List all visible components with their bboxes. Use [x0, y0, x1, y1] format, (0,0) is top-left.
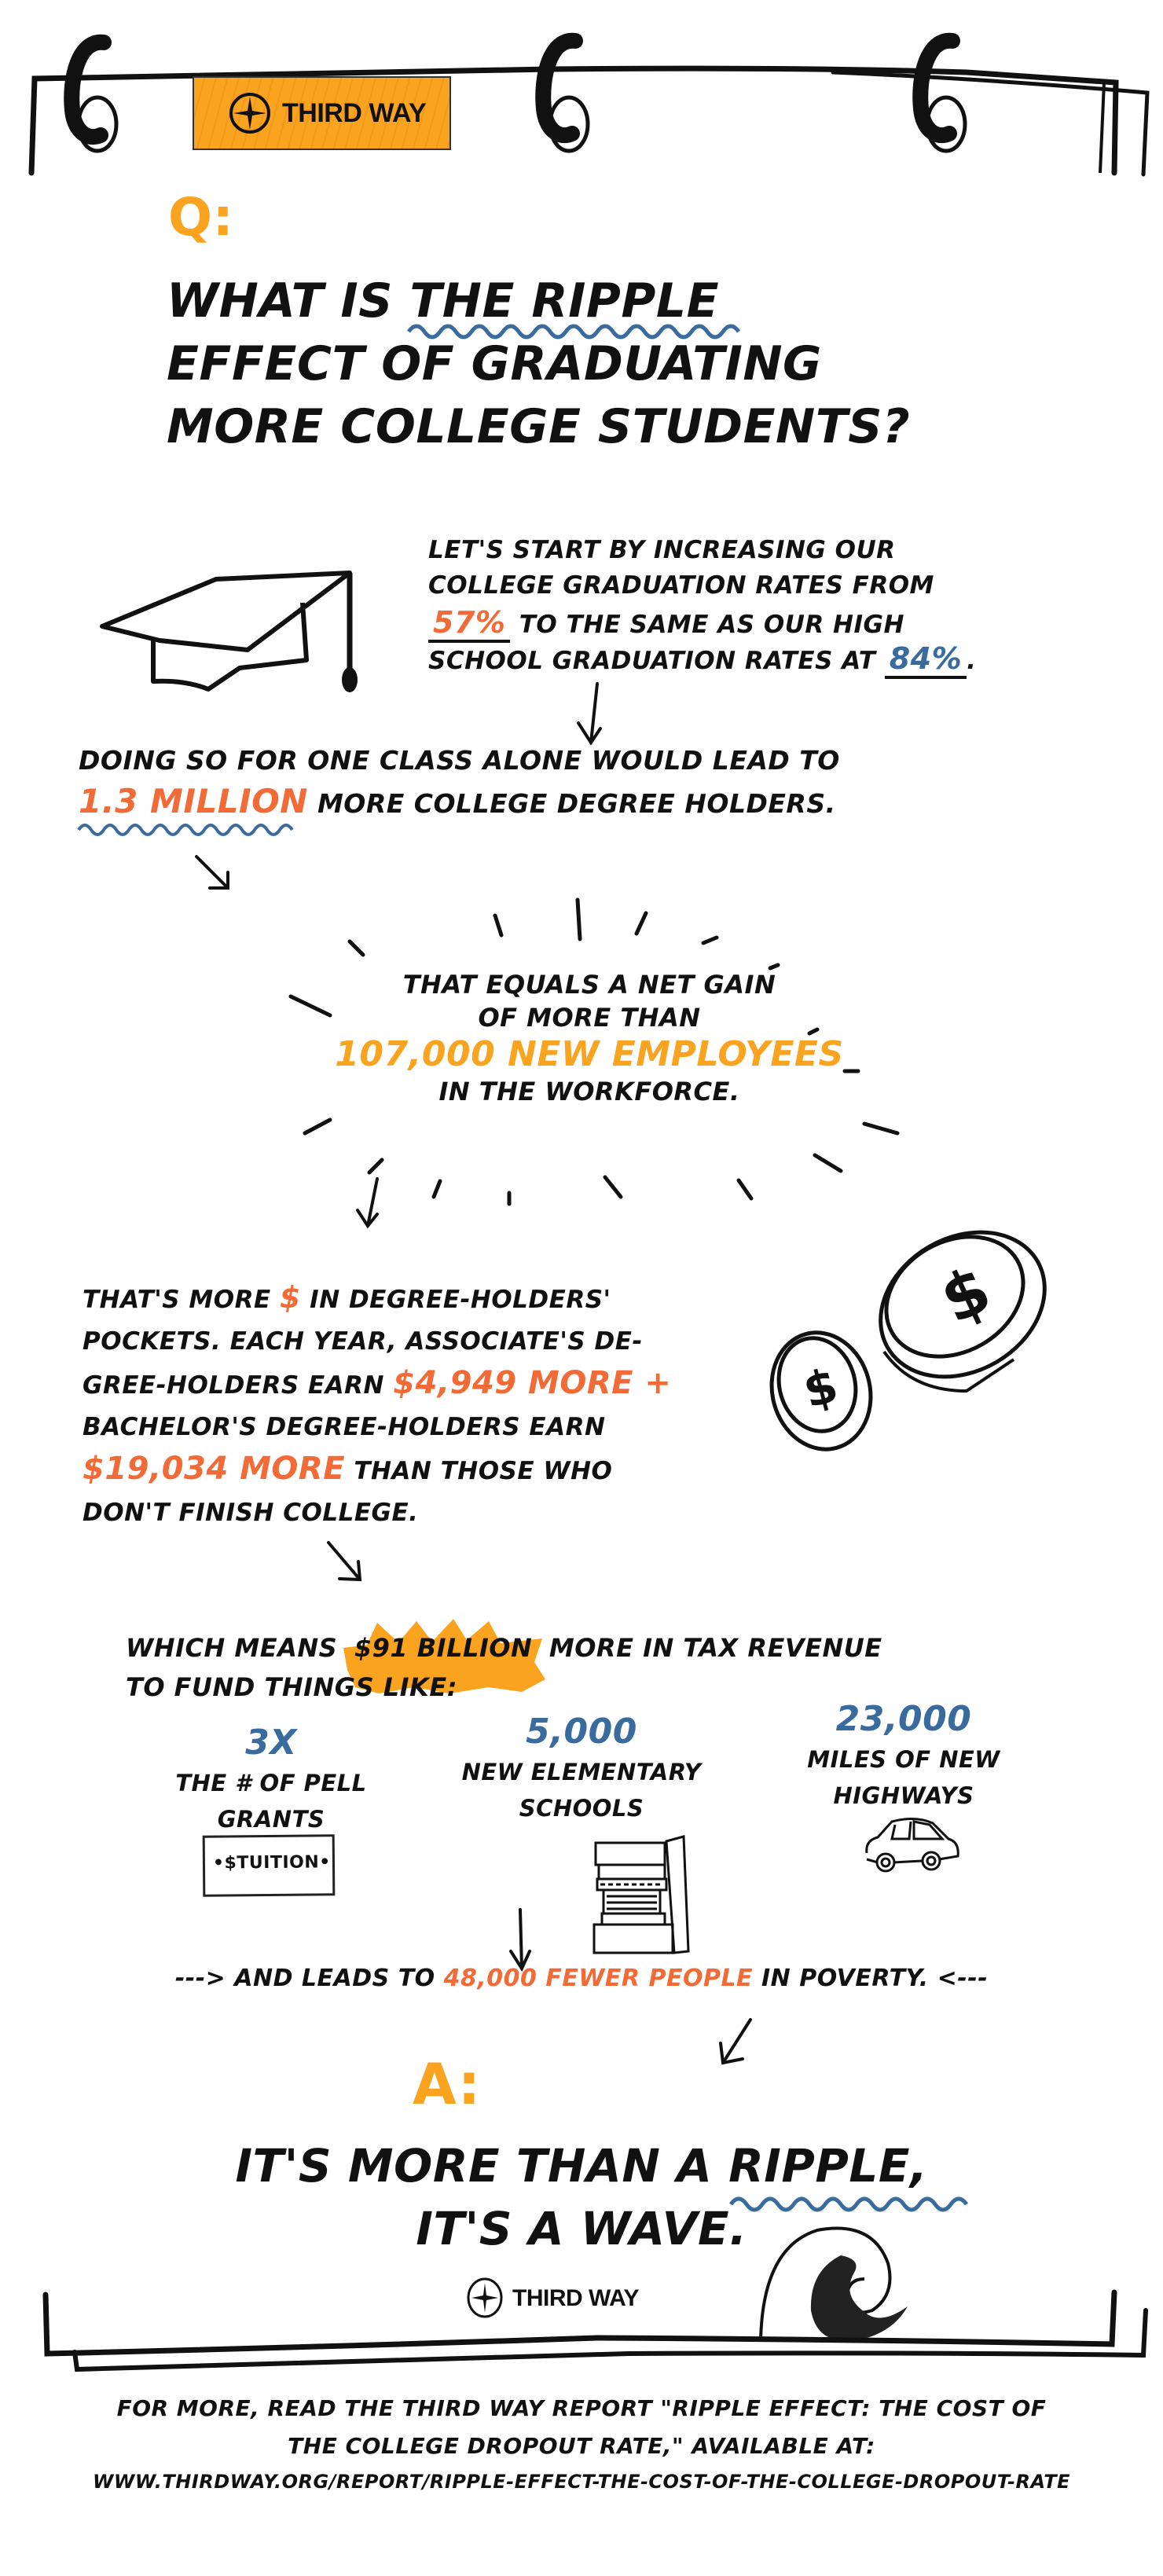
step3-block — [291, 968, 888, 1108]
tax-revenue-value: $91 BILLION — [354, 1633, 533, 1663]
fund-item-elementary-schools — [440, 1705, 723, 1826]
fund-item-value: 23,000 — [835, 1699, 972, 1739]
step2-line-1: DOING SO FOR ONE CLASS ALONE WOULD LEAD TO — [79, 745, 840, 776]
page-title-line-1: WHAT IS THE RIPPLE — [167, 273, 720, 328]
step1-line-4: SCHOOL GRADUATION RATES AT 84% . — [428, 641, 976, 676]
step4-line-6: DON'T FINISH COLLEGE. — [83, 1499, 419, 1527]
step4-block — [83, 1277, 671, 1534]
answer-label: A: — [413, 2051, 481, 2117]
binder-frame-bottom — [0, 2291, 1163, 2377]
step5-line-1: WHICH MEANS $91 BILLION MORE IN TAX REVENUE — [126, 1633, 882, 1663]
step4-line-5: $19,034 MORE THAN THOSE WHO — [83, 1451, 613, 1487]
graduation-cap-icon — [90, 562, 373, 695]
ripple-underlined-text: RIPPLE — [728, 2139, 910, 2193]
step3-line-2: OF MORE THAN — [478, 1003, 701, 1033]
logo-text: THIRD WAY — [282, 98, 427, 128]
degree-holders-value: 1.3 MILLION — [79, 782, 308, 820]
step4-line-4: BACHELOR'S DEGREE-HOLDERS EARN — [83, 1413, 606, 1441]
binder-ring-icon — [526, 30, 613, 148]
bachelor-earnings-value: $19,034 MORE — [83, 1451, 346, 1487]
fund-item-label: NEW ELEMENTARY — [461, 1759, 702, 1785]
fund-item-value: 5,000 — [526, 1712, 637, 1752]
step3-line-1: THAT EQUALS A NET GAIN — [402, 970, 776, 1000]
question-label: Q: — [168, 187, 234, 248]
answer-line-1: IT'S MORE THAN A RIPPLE, — [235, 2139, 928, 2193]
step5-line-2: TO FUND THINGS LIKE: — [126, 1672, 457, 1702]
step4-line-2: POCKETS. EACH YEAR, ASSOCIATE'S DE- — [83, 1327, 643, 1356]
fund-item-label: MILES OF NEW — [807, 1746, 1000, 1773]
fund-item-label: GRANTS — [217, 1806, 325, 1833]
fund-item-highways — [770, 1697, 1037, 1814]
ripple-underlined-text: THE RIPPLE — [409, 273, 720, 328]
fund-item-label: SCHOOLS — [519, 1795, 644, 1822]
fund-item-value: 3X — [245, 1723, 297, 1763]
step3-line-4: IN THE WORKFORCE. — [438, 1077, 740, 1106]
books-icon — [589, 1835, 692, 1961]
wavy-underline-icon — [79, 824, 299, 839]
associate-earnings-value: $4,949 MORE + — [393, 1365, 672, 1401]
tuition-sign-icon: •$TUITION• — [203, 1834, 336, 1896]
fund-item-label: THE # OF PELL — [175, 1770, 367, 1796]
dollar-sign-text: $ — [279, 1280, 301, 1315]
arrow-diagonal-icon — [711, 2016, 758, 2071]
binder-ring-icon — [904, 30, 990, 148]
page-title-line-2: EFFECT OF GRADUATING — [167, 336, 822, 391]
svg-text:$: $ — [798, 1357, 844, 1420]
coins-icon — [754, 1234, 1069, 1470]
svg-text:$: $ — [930, 1252, 1003, 1339]
step4-line-1: THAT'S MORE $ IN DEGREE-HOLDERS' — [83, 1280, 611, 1315]
fund-item-pell-grants — [153, 1713, 389, 1837]
step1-line-1: LET'S START BY INCREASING OUR — [428, 536, 896, 564]
step4-line-3: GREE-HOLDERS EARN $4,949 MORE + — [83, 1365, 672, 1401]
new-employees-value: 107,000 NEW EMPLOYEES — [335, 1034, 844, 1074]
college-rate-value: 57% — [428, 605, 510, 643]
binder-ring-icon — [55, 31, 141, 149]
arrow-diagonal-icon — [193, 853, 240, 900]
step1-line-3: 57% TO THE SAME AS OUR HIGH — [428, 605, 904, 640]
arrow-down-icon — [346, 1175, 393, 1238]
third-way-logo-tag — [193, 76, 451, 150]
high-school-rate-value: 84% — [885, 641, 967, 679]
report-link[interactable]: WWW.THIRDWAY.ORG/REPORT/RIPPLE-EFFECT-THE-COST-OF-THE-COLLEGE-DROPOUT-RATE — [92, 2471, 1071, 2493]
footer-line-2: THE COLLEGE DROPOUT RATE," AVAILABLE AT: — [288, 2433, 875, 2459]
answer-line-2: IT'S A WAVE. — [416, 2202, 747, 2255]
fund-item-label: HIGHWAYS — [833, 1782, 974, 1809]
car-icon — [860, 1815, 963, 1878]
fewer-in-poverty-value: 48,000 FEWER PEOPLE — [443, 1965, 754, 1992]
footer-logo-text: THIRD WAY — [512, 2285, 640, 2311]
poverty-statement: ---> AND LEADS TO 48,000 FEWER PEOPLE IN POVERTY. <--- — [174, 1965, 989, 1992]
step1-line-2: COLLEGE GRADUATION RATES FROM — [428, 571, 934, 600]
footer-line-1: FOR MORE, READ THE THIRD WAY REPORT "RIPPLE EFFECT: THE COST OF — [116, 2395, 1047, 2421]
arrow-diagonal-icon — [322, 1536, 377, 1591]
arrow-down-icon — [566, 680, 613, 750]
compass-icon — [229, 92, 271, 134]
step2-line-2: 1.3 MILLION MORE COLLEGE DEGREE HOLDERS. — [79, 782, 836, 820]
page-title-line-3: MORE COLLEGE STUDENTS? — [167, 399, 911, 454]
